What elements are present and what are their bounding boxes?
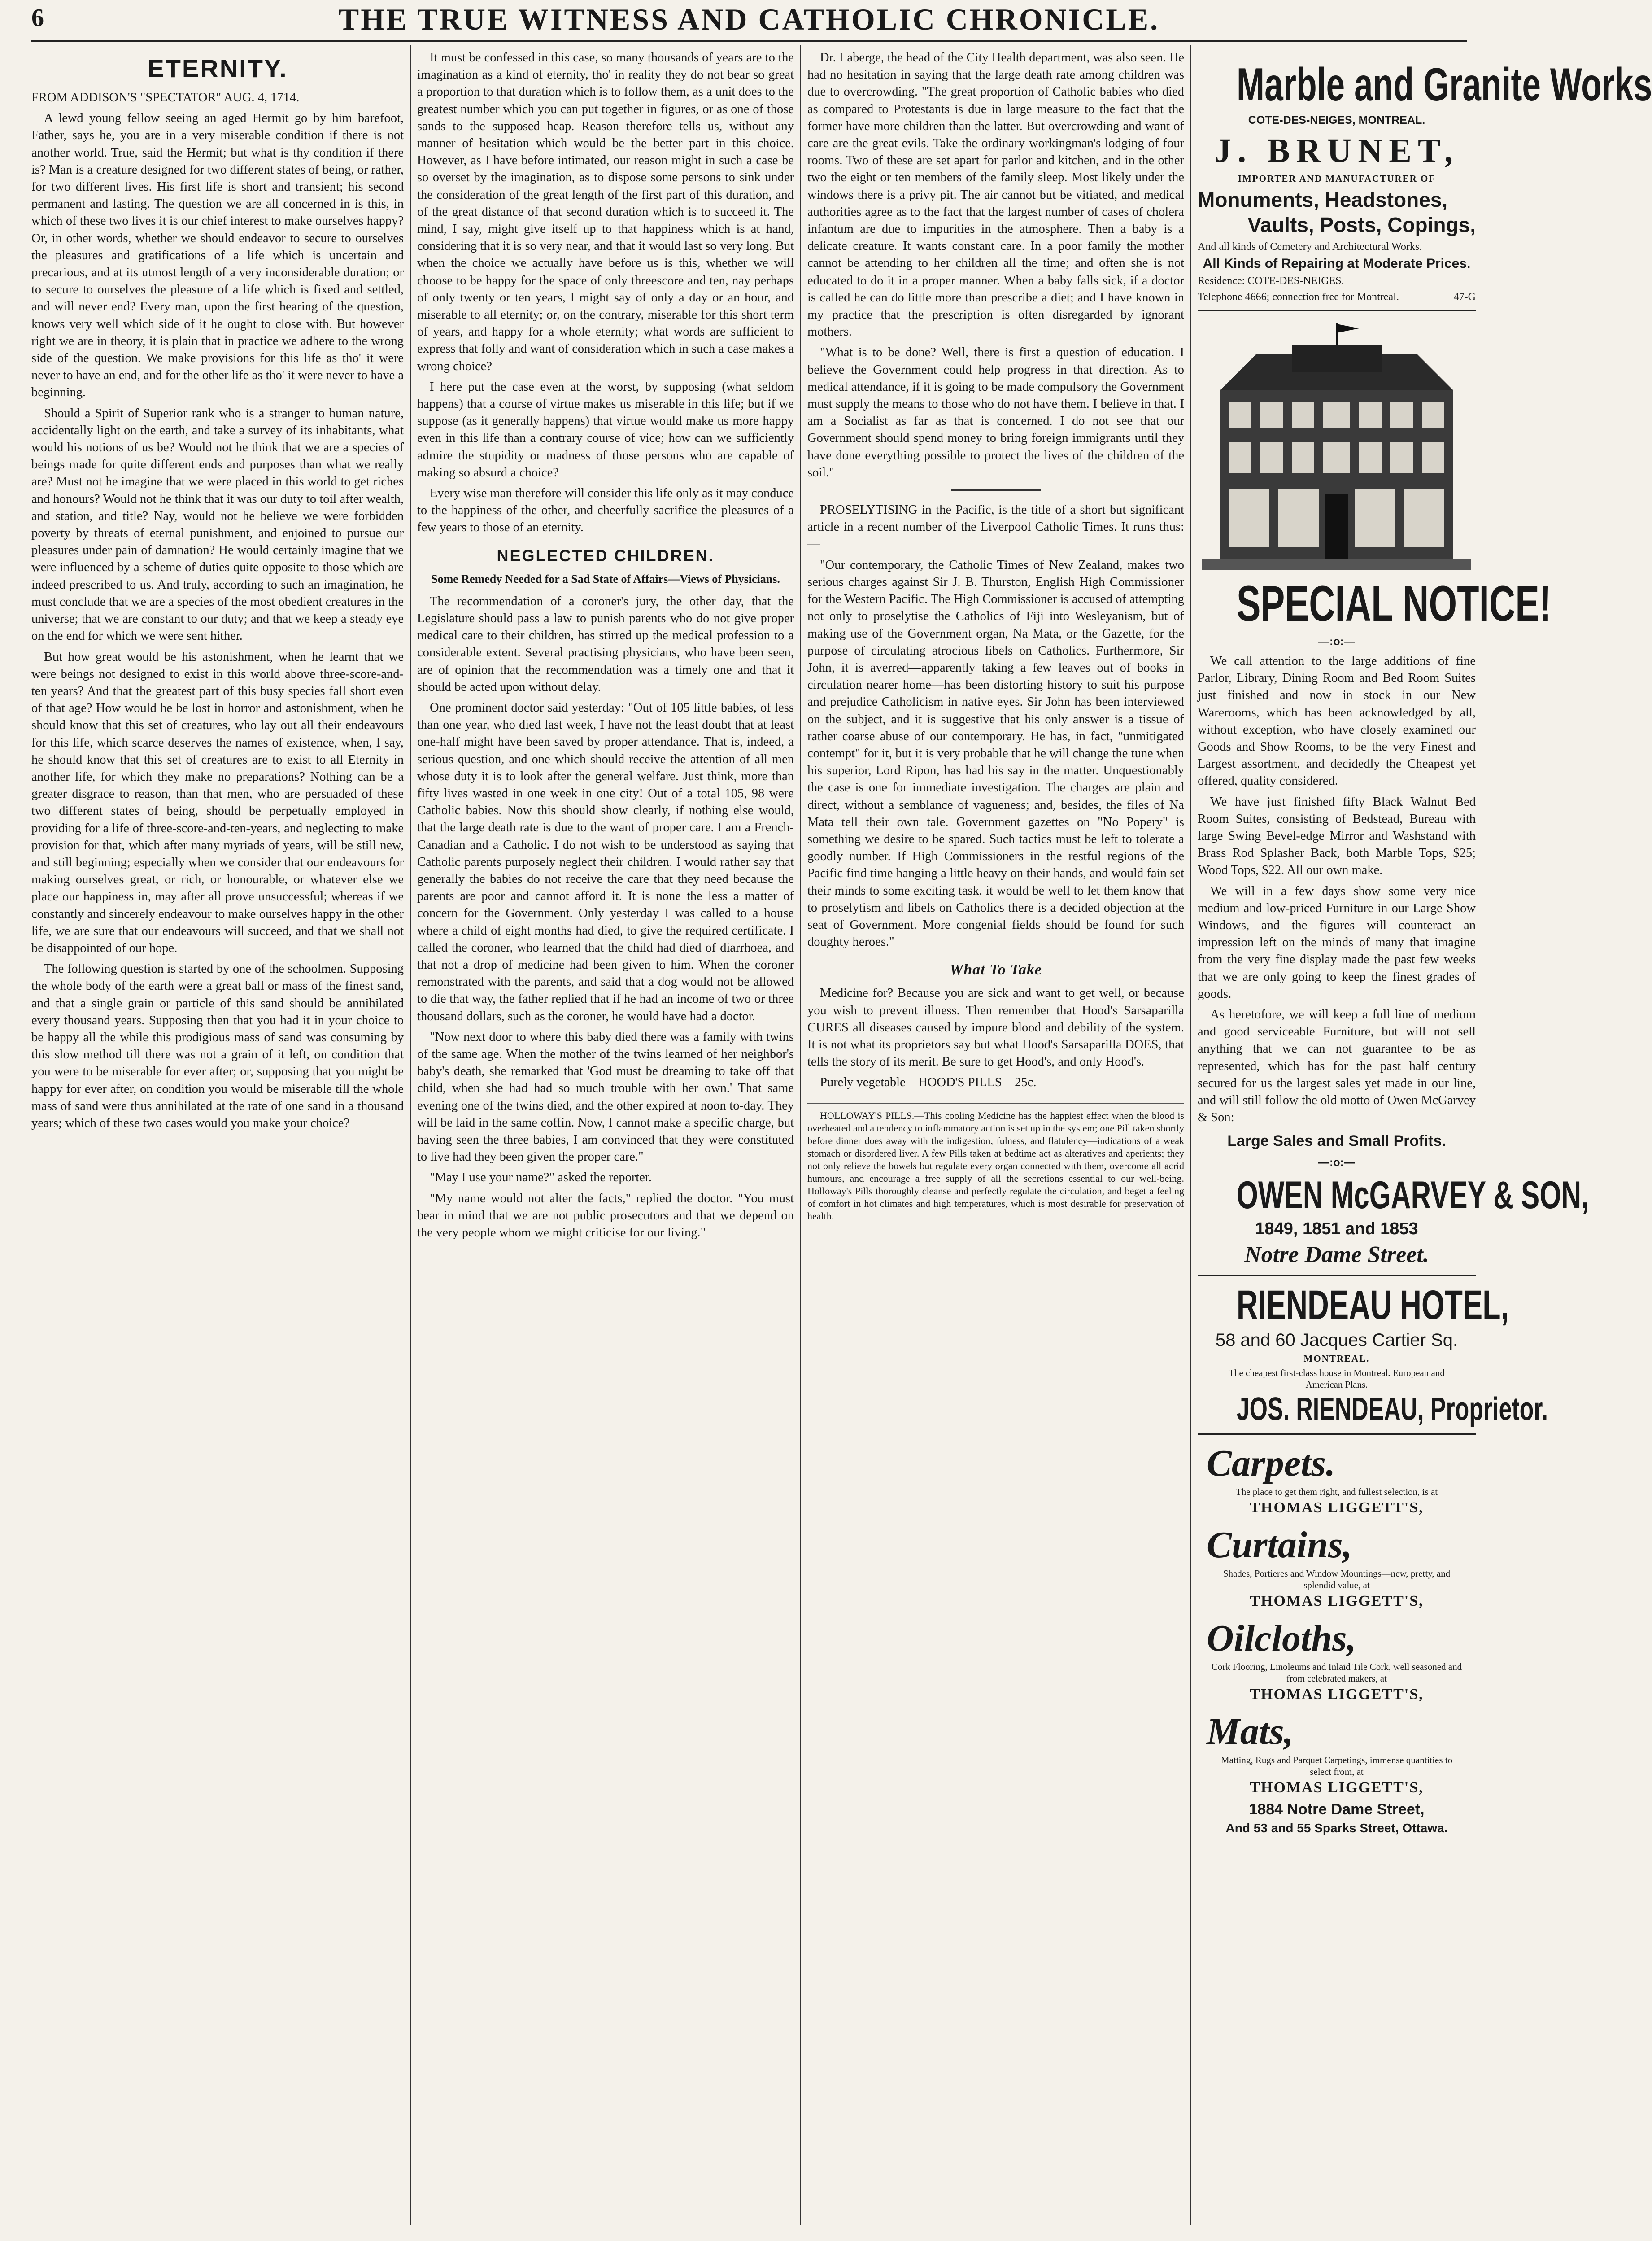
article-paragraph: "Now next door to where this baby died there was a family with twins of the same age. When the mother of the twins learned of her neighbor's baby's death, she remarked that 'God must be dreaming to take off that child, when she had had so much trouble with her own.' That same evening one of the twins died, and the other expired at noon to-day. They will be laid in the same coffin. Now, I cannot make a specific charge, but having seen the three babies, I am convinced that they were constituted to live had they been given the proper care." [417,1030,794,1164]
neglected-subheading: Some Remedy Needed for a Sad State of Affairs—Views of Physicians. [431,572,780,585]
motto-line: Large Sales and Small Profits. [1227,1132,1446,1150]
liggett-name: THOMAS LIGGETT'S, [1250,1593,1424,1610]
article-paragraph: The following question is started by one of the schoolmen. Supposing the whole body of the earth were a great ball or mass of the finest sand, and that a single grain or particle of this sand should be annihilated every thousand years. Supposing then that you had it in your choice to be happy all the while this prodigious mass of sand was consuming by this slow method till there was not a grain of it left, on condition that you were to be miserable for ever after; or, supposing that you might be happy for ever after, on condition you would be miserable till the whole mass of sand were thus annihilated at the rate of one sand in a thousand years; which of these two cases would you make your choice? [31,962,404,1130]
special-notice-title: SPECIAL NOTICE! [1236,576,1552,632]
street-numbers: 1849, 1851 and 1853 [1255,1219,1418,1239]
ad-divider [1198,310,1476,311]
brunet-name: J. BRUNET, [1214,132,1460,170]
article-paragraph: "What is to be done? Well, there is first a question of education. I believe the Government could help progress in that direction. As to medical attendance, if it is going to be made compulsory the Government must supply the means to those who do not have them. I believe in that. I am a Socialist as far as that is concerned. I do not see that our Government should spend money to bring foreign immigrants until they have done everything possible to protect the lives of the children of the soil." [807,345,1184,480]
article-paragraph: I here put the case even at the worst, by supposing (what seldom happens) that a course of virtue makes us miserable in this life; but if we suppose (as it generally happens) that virtue would make us more happy even in this life than a contrary course of vice; how can we sufficiently admire the stupidity or madness of those persons who are capable of making so absurd a choice? [417,380,794,480]
ornament-separator: —:o:— [1318,635,1355,648]
marble-works-title: Marble and Granite Works [1236,59,1652,111]
article-paragraph: A lewd young fellow seeing an aged Hermit go by him barefoot, Father, says he, you are in a very miserable condition if there is not another world. True, said the Hermit; but what is thy condition if there is? Man is a creature designed for two different states of being, or rather, for two different lives. His first life is short and transient; his second permanent and lasting. The question we are all concerned in is this, in which of these two lives it is our chief interest to make ourselves happy? Or, in other words, whether we should endeavor to secure to ourselves the pleasures and gratifications of a life which is uncertain and precarious, and at its utmost length of a very inconsiderable duration; or to secure to ourselves the pleasure of a life which is fixed and settled, and will never end? Every man, upon the first hearing of the question, knows very well which side of it he ought to close with. But however right we are in theory, it is plain that in practice we adhere to the wrong side of the question. We make provisions for this life as tho' it were never to have an end, and for the other life as tho' it were never to have a beginning. [31,111,404,400]
special-notice-text: We call attention to the large additions of fine Parlor, Library, Dining Room and Bed Room Suites just finished and now in stock in our New Warerooms, which has been acknowledged by all, without exception, who have closely examined our Goods and Show Rooms, to be the very Finest and Largest assortment, and decidedly the Cheapest yet offered, quality considered. [1198,654,1476,788]
telephone-line [1198,290,1476,304]
ad-code: 47-G [1453,291,1476,303]
mats-heading: Mats, [1207,1711,1294,1753]
eternity-heading: ETERNITY. [147,54,288,83]
article-paragraph: It must be confessed in this case, so many thousands of years are to the imagination as a kind of eternity, tho' in reality they do not bear so great a proportion to that duration which is to follow them, as a unit does to the greatest number which you can put together in figures, or as one of those sands to the supposed heap. Reason therefore tells us, without any manner of hesitation which would be the better part in this choice. However, as I have before intimated, our reason might in such a case be so overset by the imagination, as to dispose some persons to sink under the consideration of the great length of the first part of this duration, and of the great distance of that second duration which is to succeed it. The mind, I say, might give itself up to that happiness which is at hand, considering that it is so very near, and that it would last so very long. But when the choice we actually have before us is this, whether we will choose to be happy for the space of only threescore and ten, nay perhaps of only twenty or ten years, I might say of only a day or an hour, and miserable to all eternity; or, on the contrary, miserable for this short term of years, and happy for a whole eternity; what words are sufficient to express that folly and want of consideration which in such a case makes a wrong choice? [417,51,794,373]
column-rule [800,45,801,2225]
page-header [31,0,1467,42]
ad-divider [1198,1433,1476,1435]
article-paragraph: Medicine for? Because you are sick and want to get well, or because you wish to prevent illness. Then remember that Hood's Sarsaparilla CURES all diseases caused by impure blood and debility of the system. It is not what its proprietors say but what Hood's Sarsaparilla DOES, that tells the story of its merit. Be sure to get Hood's, and only Hood's. [807,986,1184,1069]
liggett-name: THOMAS LIGGETT'S, [1250,1686,1424,1703]
oilcloths-heading: Oilcloths, [1207,1617,1356,1660]
article-paragraph: Every wise man therefore will consider this life only as it may conduce to the happiness of the other, and cheerfully sacrifice the pleasures of a few years to those of an eternity. [417,486,794,535]
neglected-heading: NEGLECTED CHILDREN. [497,546,715,565]
hotel-address: 58 and 60 Jacques Cartier Sq. [1215,1330,1458,1350]
article-paragraph: "May I use your name?" asked the reporter. [430,1171,652,1185]
special-notice-text: We have just finished fifty Black Walnut Bed Room Suites, consisting of Bedstead, Bureau with large Swing Bevel-edge Mirror and Washstand with Brass Rod Splasher Back, both Marble Tops, $25; Wood Tops, $22. All our own make. [1198,795,1476,878]
carpets-description: The place to get them right, and fullest selection, is at [1235,1486,1438,1498]
column-1 [31,49,404,2225]
column-3 [807,49,1184,2225]
monuments-line: Monuments, Headstones, [1198,188,1448,211]
article-paragraph: But how great would be his astonishment, when he learnt that we were beings not designed to exist in this world above three-score-and-ten years? And that the greatest part of this busy species fall short even of that age? How would he be lost in horror and astonishment, when he should know that this set of creatures, who lay out all their endeavours for this life, which scarce deserves the names of existence, when, I say, he should know that this set of creatures are to exist to all Eternity in another life, for which they make no preparations? Nothing can be a greater disgrace to reason, than that men, who are persuaded of these two different states of being, should be perpetually employed in providing for a life of three-score-and-ten-years, and neglecting to make provision for that, which after many myriads of years, will be still new, and still beginning; especially when we consider that our endeavours for making ourselves great, or rich, or honourable, or whatever else we place our happiness in, may after all prove unsuccessful; whereas if we constantly and sincerely endeavour to make ourselves happy in the other life, we are sure that our endeavours will succeed, and that we shall not be disappointed of our hope. [31,650,404,955]
brunet-trade: IMPORTER AND MANUFACTURER OF [1238,173,1436,184]
carpets-heading: Carpets. [1207,1442,1336,1485]
residence-line: Residence: COTE-DES-NEIGES. [1198,275,1344,287]
repairing-line: All Kinds of Repairing at Moderate Prices. [1203,256,1471,271]
liggett-name: THOMAS LIGGETT'S, [1250,1779,1424,1796]
telephone-text: Telephone 4666; connection free for Montreal. [1198,291,1399,303]
what-to-take-heading: What To Take [950,961,1042,979]
column-rule [410,45,411,2225]
article-paragraph: PROSELYTISING in the Pacific, is the title of a short but significant article in a recent number of the Liverpool Catholic Times. It runs thus:— [807,503,1184,551]
liggett-address-1: 1884 Notre Dame Street, [1249,1801,1425,1818]
article-paragraph: The recommendation of a coroner's jury, the other day, that the Legislature should pass a law to punish parents who do not give proper medical care to their children, has stirred up the medical profession to a considerable extent. Several practising physicians, who have been seen, are of opinion that the recommendation was a timely one and that it should be acted upon without delay. [417,594,794,694]
hotel-proprietor: JOS. RIENDEAU, Proprietor. [1236,1391,1548,1428]
special-notice-text: As heretofore, we will keep a full line of medium and good serviceable Furniture, but will not sell anything that we can not guarantee to be as represented, which has for the past half century secured for us the largest sales yet made in our line, and will still follow the old motto of Owen McGarvey & Son: [1198,1008,1476,1125]
owen-mcgarvey-name: OWEN McGARVEY & SON, [1236,1174,1589,1217]
hotel-description: The cheapest first-class house in Montreal. European and American Plans. [1229,1367,1445,1390]
advertisement-column [1198,49,1652,2225]
curtains-description: Shades, Portieres and Window Mountings—new, pretty, and splendid value, at [1223,1568,1451,1591]
curtains-heading: Curtains, [1207,1524,1352,1566]
column-2 [417,49,794,2225]
ad-divider [1198,1275,1476,1276]
notre-dame-street: Notre Dame Street. [1244,1242,1429,1268]
article-paragraph: Should a Spirit of Superior rank who is a stranger to human nature, accidentally light on the earth, and take a survey of its inhabitants, what would his notions of us be? Would not he think that we are a species of beings made for quite different ends and purposes than what we really are? Must not he imagine that we were placed in this world to get riches and honours? Would not he think that it was our duty to toil after wealth, and station, and title? Nay, would not he believe we were forbidden poverty by threats of eternal punishment, and enjoined to pursue our pleasures under pain of damnation? He would certainly imagine that we were influenced by a scheme of duties quite opposite to those which are indeed prescribed to us. And truly, according to such an imagination, he must conclude that we are a species of the most obedient creatures in the universe; that we are constant to our duty; and that we keep a steady eye on the end for which we were sent hither. [31,406,404,643]
article-paragraph: Dr. Laberge, the head of the City Health department, was also seen. He had no hesitation in saying that the large death rate among children was due to overcrowding. "The great proportion of Catholic babies who died as compared to Protestants is due in large measure to the fact that the former have more children than the latter. But overcrowding and want of care are the great evils. Take the ordinary workingman's lodging of four rooms. Two of these are set apart for parlor and kitchen, and in the other two the eight or ten members of the family sleep. Most likely under the windows there is a privy pit. The air cannot but be vitiated, and medical authorities agree as to the fact that the largest number of cases of cholera infantum are due to impurities in the atmosphere. Then a baby is a delicate creature. It wants constant care. In a poor family the mother cannot be attending to her children all the time; and often she is not educated to do it in a proper manner. When a baby falls sick, if a doctor is called he can do little more than prescribe a diet; and I have known in my practice that the prescription is often disregarded by ignorant mothers. [807,51,1184,339]
article-paragraph: "Our contemporary, the Catholic Times of New Zealand, makes two serious charges against Sir J. B. Thurston, English High Commissioner for the Western Pacific. The High Commissioner is accused of attempting not only to proselytise the Catholics of Fiji into Wesleyanism, but of making use of the Government organ, Na Mata, or the Gazette, for the purpose of circulating atrocious libels on Catholics. Furthermore, Sir John, it is averred—apparently taking a few leaves out of books in circulation nearer home—has been distorting history to suit his purpose and prejudice Catholicism in native eyes. Sir John has been interviewed on the subject, and it is suggestive that his only answer is a tissue of rather coarse abuse of our contemporary. He has, in fact, "unmitigated contempt" for it, but it is very probable that he will change the tune when his superior, Lord Ripon, has had his say in the matter. Unquestionably the case is one for immediate investigation. The charges are plain and direct, without a semblance of vagueness; and, besides, the files of Na Mata tell their own tale. Government gazettes on "No Popery" is something we desire to be spared. Such tactics must be left to tolerate a goodly number. If High Commissioners in the restful regions of the Pacific find time hanging a little heavy on their hands, and would fain set their minds to some exciting task, it would be well to let them know that to proselytism and libels on Catholics there is a decided objection at the seat of Government. More congenial fields should be found for such doughty heroes." [807,558,1184,949]
marble-location: COTE-DES-NEIGES, MONTREAL. [1248,114,1425,127]
hotel-city: MONTREAL. [1303,1353,1370,1364]
article-paragraph: Purely vegetable—HOOD'S PILLS—25c. [820,1075,1037,1090]
article-paragraph: "My name would not alter the facts," replied the doctor. "You must bear in mind that we are not public prosecutors and that we depend on the very people whom we might criticise for our living." [417,1191,794,1240]
ornament-separator: —:o:— [1318,1156,1355,1169]
cemetery-works-line: And all kinds of Cemetery and Architectural Works. [1198,241,1422,253]
newspaper-title: THE TRUE WITNESS AND CATHOLIC CHRONICLE. [338,2,1160,36]
riendeau-hotel-title: RIENDEAU HOTEL, [1236,1282,1509,1328]
oilcloths-description: Cork Flooring, Linoleums and Inlaid Tile Cork, well seasoned and from celebrated makers, at [1211,1661,1462,1684]
store-building-illustration [1202,319,1471,570]
vaults-line: Vaults, Posts, Copings, [1247,213,1476,236]
liggett-address-2: And 53 and 55 Sparks Street, Ottawa. [1225,1821,1448,1835]
special-notice-text: We will in a few days show some very nice medium and low-priced Furniture in our Large Show Windows, and the figures will counteract an impression left on the minds of many that imagine from the very fine display made the past few weeks that we are only going to keep the finest grades of goods. [1198,884,1476,1001]
eternity-dateline: FROM ADDISON'S "SPECTATOR" AUG. 4, 1714. [31,91,300,105]
page-number: 6 [31,4,44,32]
liggett-name: THOMAS LIGGETT'S, [1250,1499,1424,1516]
column-rule [1190,45,1191,2225]
article-paragraph: One prominent doctor said yesterday: "Out of 105 little babies, of less than one year, who died last week, I have not the least doubt that at least one-half might have been saved by proper attendance. That is, indeed, a serious question, and one which should receive the attention of all men whose duty it is to look after the general welfare. Just think, more than fifty lives wasted in one week in one city! Out of a total 105, 98 were Catholic babies. Now this should show clearly, if nothing else would, that the large death rate is due to the want of proper care. I am a French-Canadian and a Catholic. I do not wish to be understood as saying that Catholic parents purposely neglect their children. I would rather say that generally the babies do not receive the care that they need because the parents are poor and cannot afford it. It is none the less a matter of concern for the Government. Only yesterday I was called to a house where a child of eight months had died, to give the required certificate. I called the coroner, who learned that the child had died of diarrhoea, and that not a drop of medicine had been given to him. When the coroner remonstrated with the parents, and said that a dog would not be allowed to die that way, the father replied that if he had an income of two or three thousand dollars, such as the coroner, he would have had a doctor. [417,700,794,1023]
holloway-notice: HOLLOWAY'S PILLS.—This cooling Medicine has the happiest effect when the blood is overheated and a tendency to inflammatory action is set up in the system; one Pill taken shortly before dinner does away with the indigestion, fulness, and flatulency—indications of a weak stomach or disordered liver. A few Pills taken at bedtime act as alteratives and aperients; they not only relieve the bowels but regulate every organ connected with them, overcome all acrid humours, and encourage a free supply of all the secretions essential to our well-being. Holloway's Pills thoroughly cleanse and perfectly regulate the circulation, and beget a feeling of comfort in hot climates and high temperatures, which is most desirable for preservation of health. [807,1103,1184,1223]
mats-description: Matting, Rugs and Parquet Carpetings, immense quantities to select from, at [1220,1755,1453,1778]
section-divider [951,489,1041,491]
